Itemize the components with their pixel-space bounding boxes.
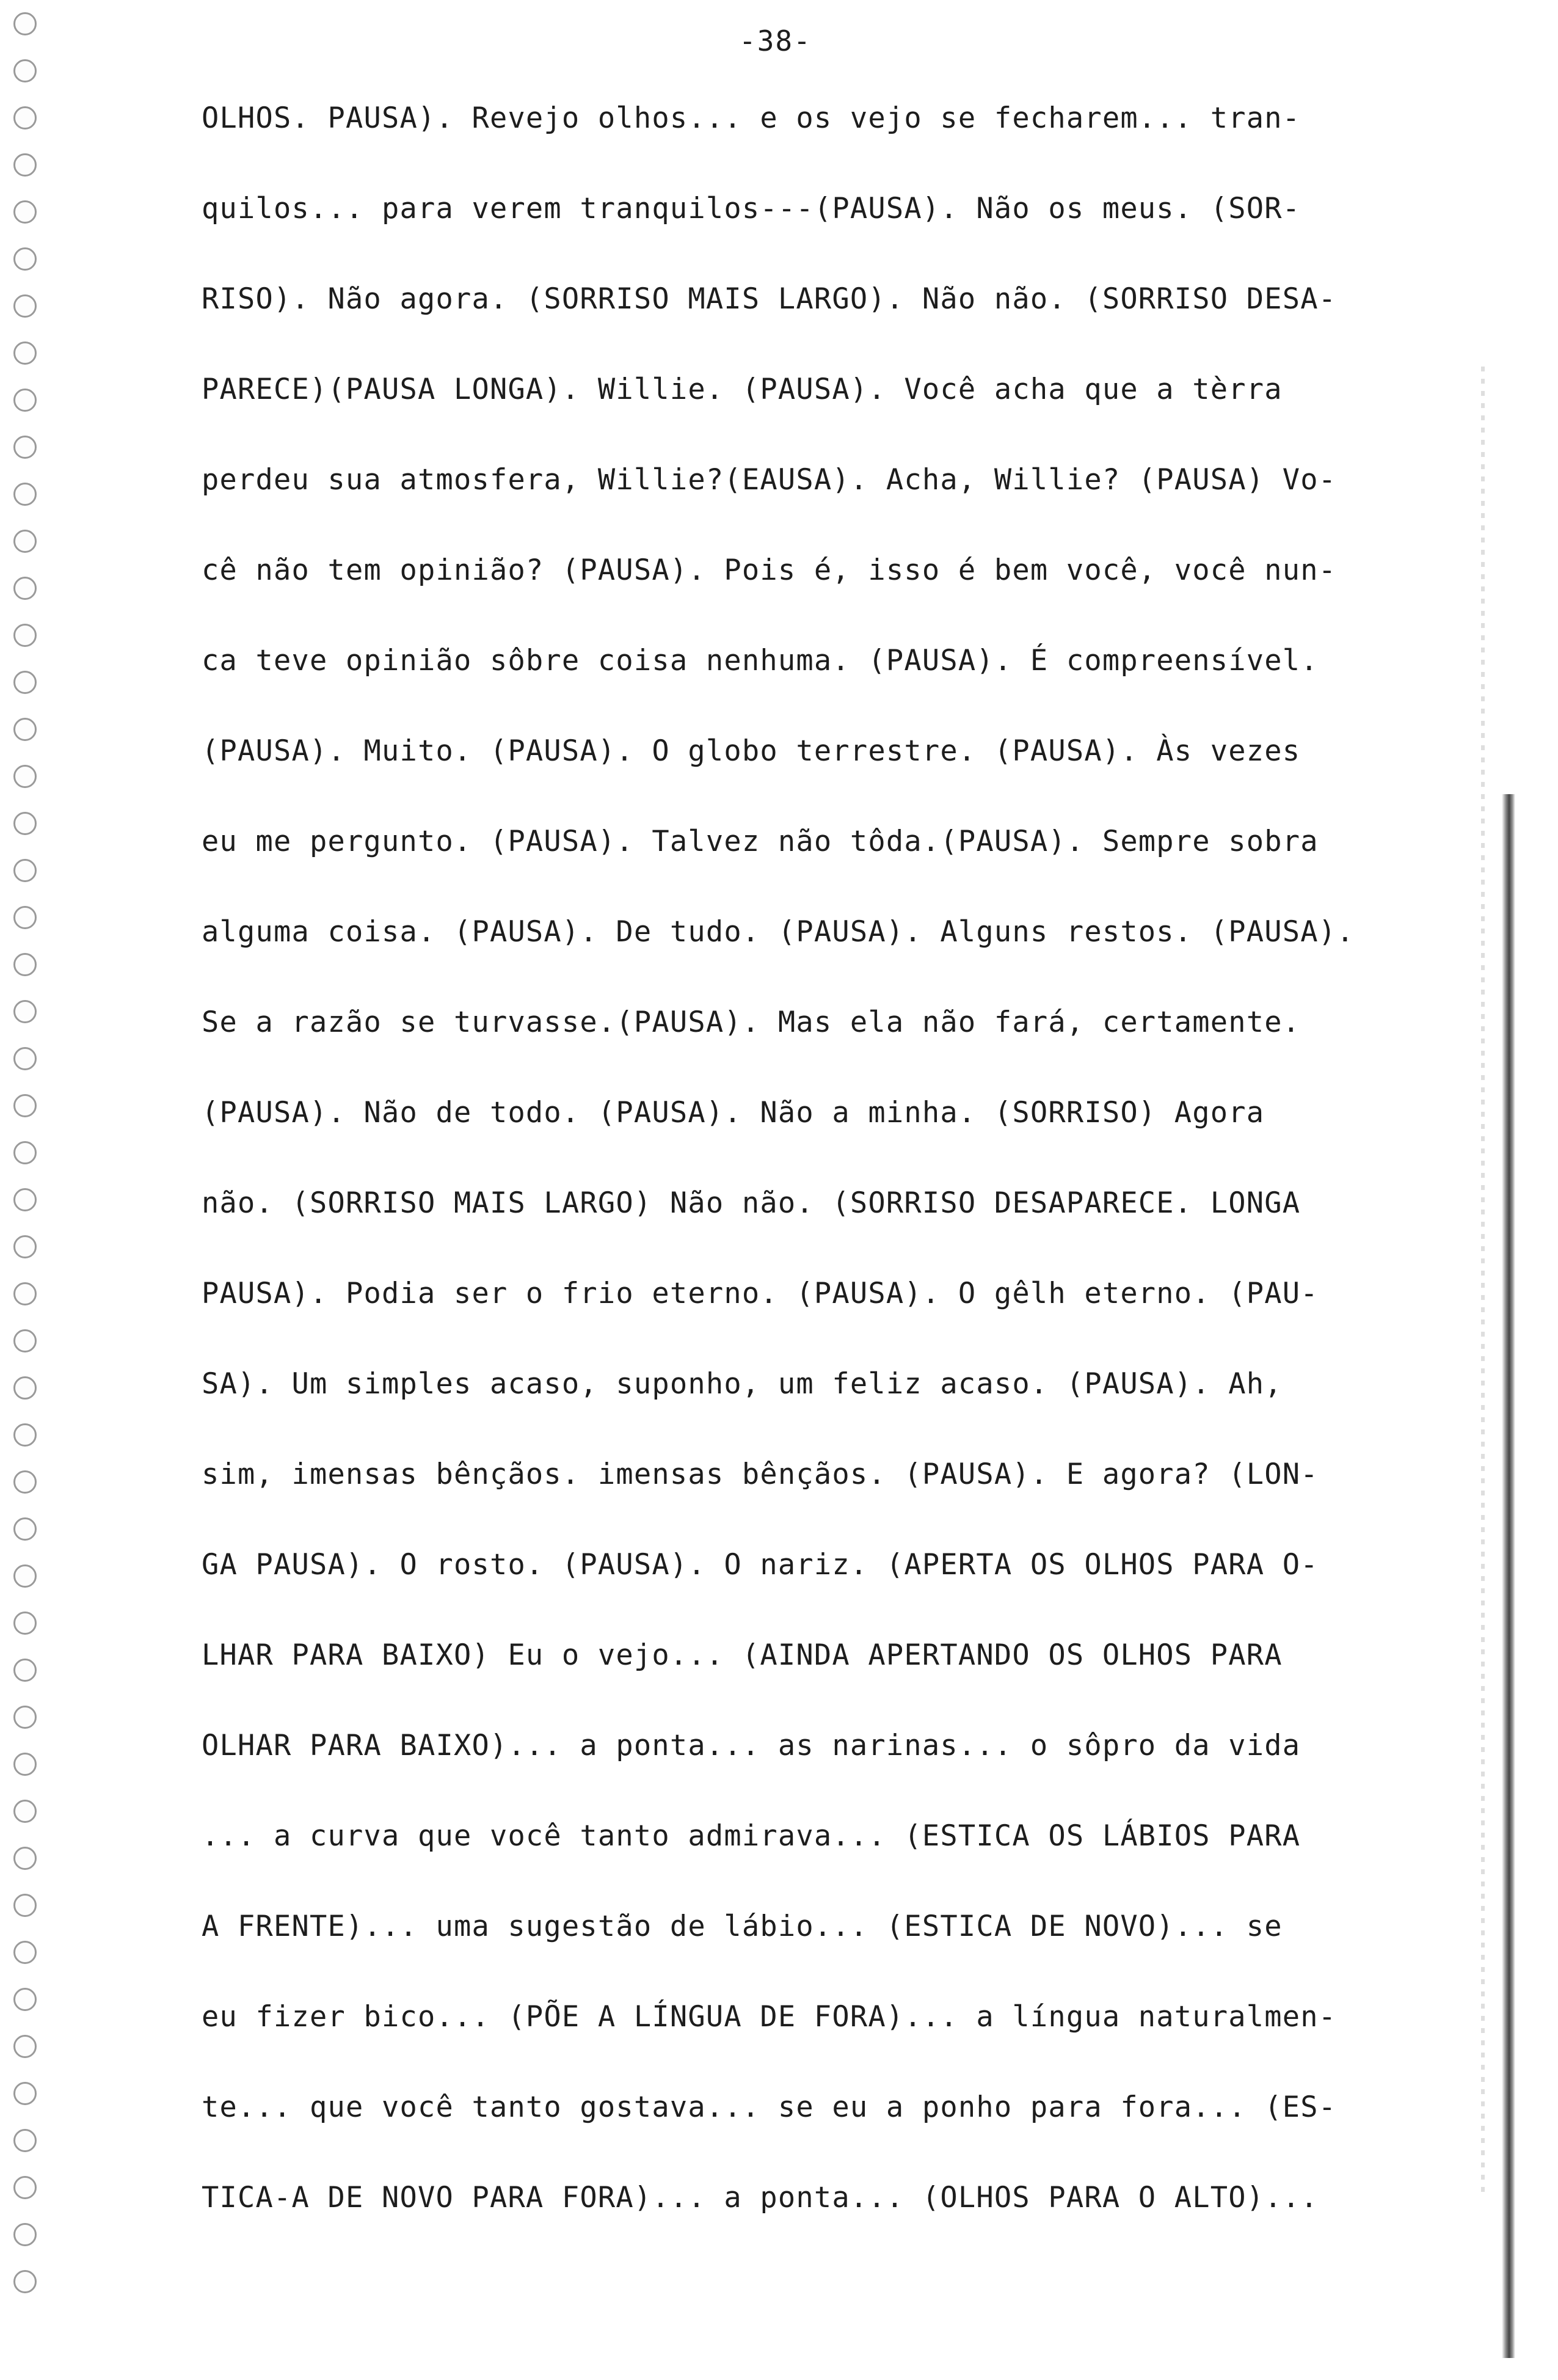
text-line-3: RISO). Não agora. (SORRISO MAIS LARGO). Não não. (SORRISO DESA- — [202, 282, 1337, 316]
text-line-4: PARECE)(PAUSA LONGA). Willie. (PAUSA). Você acha que a tèrra — [202, 373, 1283, 406]
binder-hole-icon — [13, 1282, 37, 1305]
scan-shadow-edge — [1502, 794, 1515, 2358]
binder-hole-icon — [13, 294, 37, 318]
text-line-10: alguma coisa. (PAUSA). De tudo. (PAUSA). Alguns restos. (PAUSA). — [202, 915, 1355, 949]
text-line-5: perdeu sua atmosfera, Willie?(EAUSA). Acha, Willie? (PAUSA) Vo- — [202, 463, 1337, 497]
text-line-19: OLHAR PARA BAIXO)... a ponta... as narinas... o sôpro da vida — [202, 1729, 1301, 1762]
binder-hole-icon — [13, 624, 37, 647]
text-line-18: LHAR PARA BAIXO) Eu o vejo... (AINDA APERTANDO OS OLHOS PARA — [202, 1638, 1283, 1672]
binder-hole-icon — [13, 1000, 37, 1023]
binder-hole-icon — [13, 2270, 37, 2293]
text-line-17: GA PAUSA). O rosto. (PAUSA). O nariz. (APERTA OS OLHOS PARA O- — [202, 1548, 1319, 1582]
binder-hole-icon — [13, 1094, 37, 1117]
binder-hole-icon — [13, 1800, 37, 1823]
scan-shadow-faint — [1481, 367, 1485, 2199]
binder-hole-icon — [13, 1141, 37, 1164]
text-line-16: sim, imensas bênçãos. imensas bênçãos. (PAUSA). E agora? (LON- — [202, 1458, 1319, 1491]
binder-hole-icon — [13, 812, 37, 835]
binder-hole-icon — [13, 1659, 37, 1682]
binder-hole-icon — [13, 1188, 37, 1211]
text-line-14: PAUSA). Podia ser o frio eterno. (PAUSA). O gêlh eterno. (PAU- — [202, 1277, 1319, 1310]
binder-hole-icon — [13, 153, 37, 177]
text-line-15: SA). Um simples acaso, suponho, um feliz acaso. (PAUSA). Ah, — [202, 1367, 1283, 1401]
binder-hole-icon — [13, 2176, 37, 2199]
binder-hole-icon — [13, 1894, 37, 1917]
binder-hole-icon — [13, 2129, 37, 2152]
binder-hole-icon — [13, 341, 37, 365]
binder-hole-icon — [13, 671, 37, 694]
text-line-22: eu fizer bico... (PÕE A LÍNGUA DE FORA)... a língua naturalmen- — [202, 2000, 1337, 2034]
text-line-7: ca teve opinião sôbre coisa nenhuma. (PAUSA). É compreensível. — [202, 644, 1319, 677]
text-line-11: Se a razão se turvasse.(PAUSA). Mas ela não fará, certamente. — [202, 1006, 1301, 1039]
binder-hole-icon — [13, 247, 37, 271]
binder-hole-icon — [13, 436, 37, 459]
text-line-23: te... que você tanto gostava... se eu a ponho para fora... (ES- — [202, 2090, 1337, 2124]
binder-hole-icon — [13, 1376, 37, 1400]
binder-hole-icon — [13, 953, 37, 976]
binder-hole-icon — [13, 200, 37, 224]
binder-hole-icon — [13, 1470, 37, 1494]
binder-hole-icon — [13, 2035, 37, 2058]
binder-hole-icon — [13, 530, 37, 553]
text-line-20: ... a curva que você tanto admirava... (ESTICA OS LÁBIOS PARA — [202, 1819, 1301, 1853]
binder-hole-icon — [13, 1423, 37, 1447]
binder-hole-icon — [13, 1753, 37, 1776]
text-line-9: eu me pergunto. (PAUSA). Talvez não tôda.(PAUSA). Sempre sobra — [202, 825, 1319, 858]
binder-hole-icon — [13, 1847, 37, 1870]
binder-hole-icon — [13, 859, 37, 882]
binder-hole-icon — [13, 1988, 37, 2011]
binder-hole-icon — [13, 1517, 37, 1541]
body-text — [202, 73, 1429, 2243]
text-line-24: TICA-A DE NOVO PARA FORA)... a ponta... (OLHOS PARA O ALTO)... — [202, 2181, 1319, 2214]
binder-hole-icon — [13, 389, 37, 412]
binder-hole-icon — [13, 1047, 37, 1070]
binder-hole-icon — [13, 106, 37, 130]
binder-hole-icon — [13, 1612, 37, 1635]
binder-hole-icon — [13, 1564, 37, 1588]
binder-hole-icon — [13, 1706, 37, 1729]
binder-hole-icon — [13, 12, 37, 35]
binder-hole-icon — [13, 59, 37, 82]
binder-hole-icon — [13, 1235, 37, 1258]
text-line-8: (PAUSA). Muito. (PAUSA). O globo terrestre. (PAUSA). Às vezes — [202, 734, 1301, 768]
binder-holes — [7, 12, 44, 2370]
binder-hole-icon — [13, 483, 37, 506]
text-line-1: OLHOS. PAUSA). Revejo olhos... e os vejo se fecharem... tran- — [202, 101, 1301, 135]
binder-hole-icon — [13, 2223, 37, 2246]
text-line-13: não. (SORRISO MAIS LARGO) Não não. (SORRISO DESAPARECE. LONGA — [202, 1186, 1301, 1220]
binder-hole-icon — [13, 577, 37, 600]
binder-hole-icon — [13, 2082, 37, 2105]
binder-hole-icon — [13, 1941, 37, 1964]
page-number: -38- — [739, 24, 812, 57]
binder-hole-icon — [13, 765, 37, 788]
binder-hole-icon — [13, 906, 37, 929]
text-line-2: quilos... para verem tranquilos---(PAUSA). Não os meus. (SOR- — [202, 192, 1301, 225]
binder-hole-icon — [13, 718, 37, 741]
text-line-12: (PAUSA). Não de todo. (PAUSA). Não a minha. (SORRISO) Agora — [202, 1096, 1265, 1130]
text-line-21: A FRENTE)... uma sugestão de lábio... (ESTICA DE NOVO)... se — [202, 1910, 1283, 1943]
binder-hole-icon — [13, 1329, 37, 1352]
text-line-6: cê não tem opinião? (PAUSA). Pois é, isso é bem você, você nun- — [202, 553, 1337, 587]
